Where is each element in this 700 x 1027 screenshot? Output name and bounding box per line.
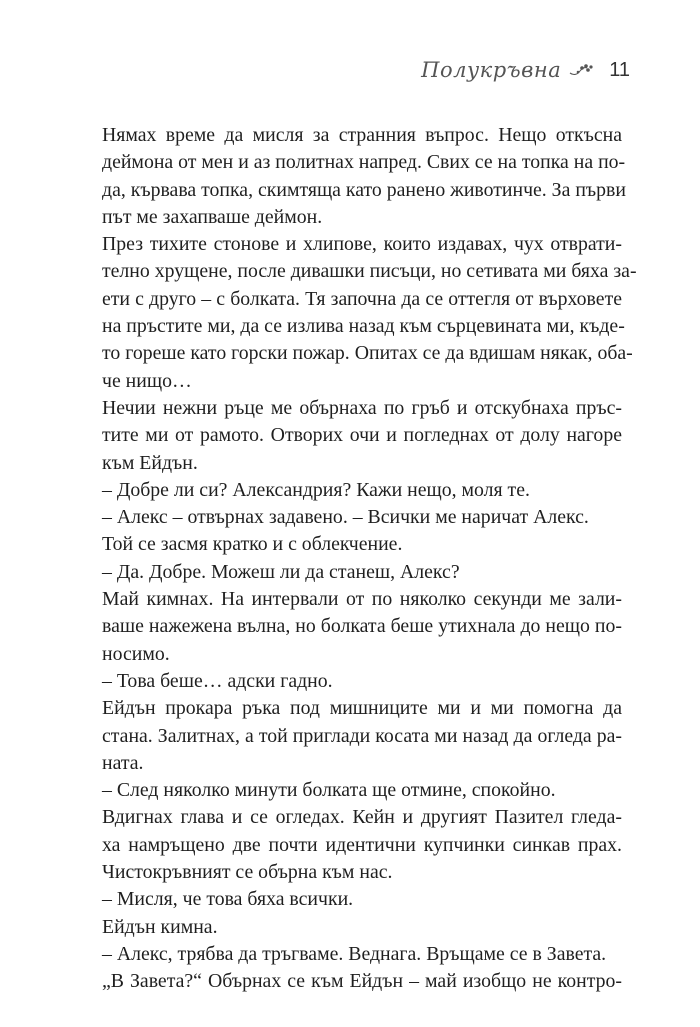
text-line: Май кимнах. На интервали от по няколко секунди ме зали- <box>102 588 622 611</box>
text-line: – Добре ли си? Александрия? Кажи нещо, моля те. <box>102 478 530 501</box>
text-line: – Това беше… адски гадно. <box>102 669 333 692</box>
text-line: че нищо… <box>102 369 192 392</box>
text-line: деймона от мен и аз политнах напред. Свих се на топка на по- <box>102 151 626 174</box>
text-line: ваше нажежена вълна, но болката беше утихнала до нещо по- <box>102 615 622 638</box>
text-line: тите ми от рамото. Отворих очи и погледнах от долу нагоре <box>102 424 622 447</box>
text-line: Ейдън прокара ръка под мишниците ми и ми помогна да <box>102 697 622 720</box>
page-number: 11 <box>609 58 630 81</box>
text-line: път ме захапваше деймон. <box>102 205 323 228</box>
text-line: да, кървава топка, скимтяща като ранено животинче. За първи <box>102 178 626 201</box>
text-line: – Мисля, че това бяха всички. <box>102 888 354 911</box>
text-line: към Ейдън. <box>102 451 198 474</box>
body-text <box>102 122 637 996</box>
text-line: ната. <box>102 751 144 774</box>
text-line: – След няколко минути болката ще отмине, спокойно. <box>102 779 556 802</box>
text-line: ети с друго – с болката. Тя започна да се оттегля от върховете <box>102 287 622 310</box>
floral-ornament-icon <box>569 62 595 78</box>
text-line: Чистокръвният се обърна към нас. <box>102 861 393 884</box>
book-title: Полукръвна <box>421 58 562 82</box>
text-line: – Да. Добре. Можеш ли да станеш, Алекс? <box>102 560 460 583</box>
text-line: Нечии нежни ръце ме обърнаха по гръб и отскубнаха пръс- <box>102 396 622 419</box>
text-line: – Алекс, трябва да тръгваме. Веднага. Връщаме се в Завета. <box>102 942 607 965</box>
text-line: то гореше като горски пожар. Опитах се да вдишам някак, оба- <box>102 342 633 365</box>
text-line: Вдигнах глава и се огледах. Кейн и другият Пазител гледа- <box>102 806 622 829</box>
text-line: „В Завета?“ Обърнах се към Ейдън – май изобщо не контро- <box>102 970 622 993</box>
text-line: стана. Залитнах, а той приглади косата ми назад да огледа ра- <box>102 724 622 747</box>
text-line: Той се засмя кратко и с облекчение. <box>102 533 403 556</box>
text-line: телно хрущене, после дивашки писъци, но сетивата ми бяха за- <box>102 260 637 283</box>
text-line: Ейдън кимна. <box>102 915 218 938</box>
text-line: Нямах време да мисля за странния въпрос. Нещо откъсна <box>102 124 622 146</box>
text-line: ха намръщено две почти идентични купчинки синкав прах. <box>102 833 622 856</box>
running-head <box>421 58 630 82</box>
text-line: на пръстите ми, да се излива назад към сърцевината ми, къде- <box>102 315 625 338</box>
text-line: носимо. <box>102 642 170 665</box>
text-line: През тихите стонове и хлипове, които издавах, чух отврати- <box>102 233 622 256</box>
text-line: – Алекс – отвърнах задавено. – Всички ме наричат Алекс. <box>102 506 589 529</box>
